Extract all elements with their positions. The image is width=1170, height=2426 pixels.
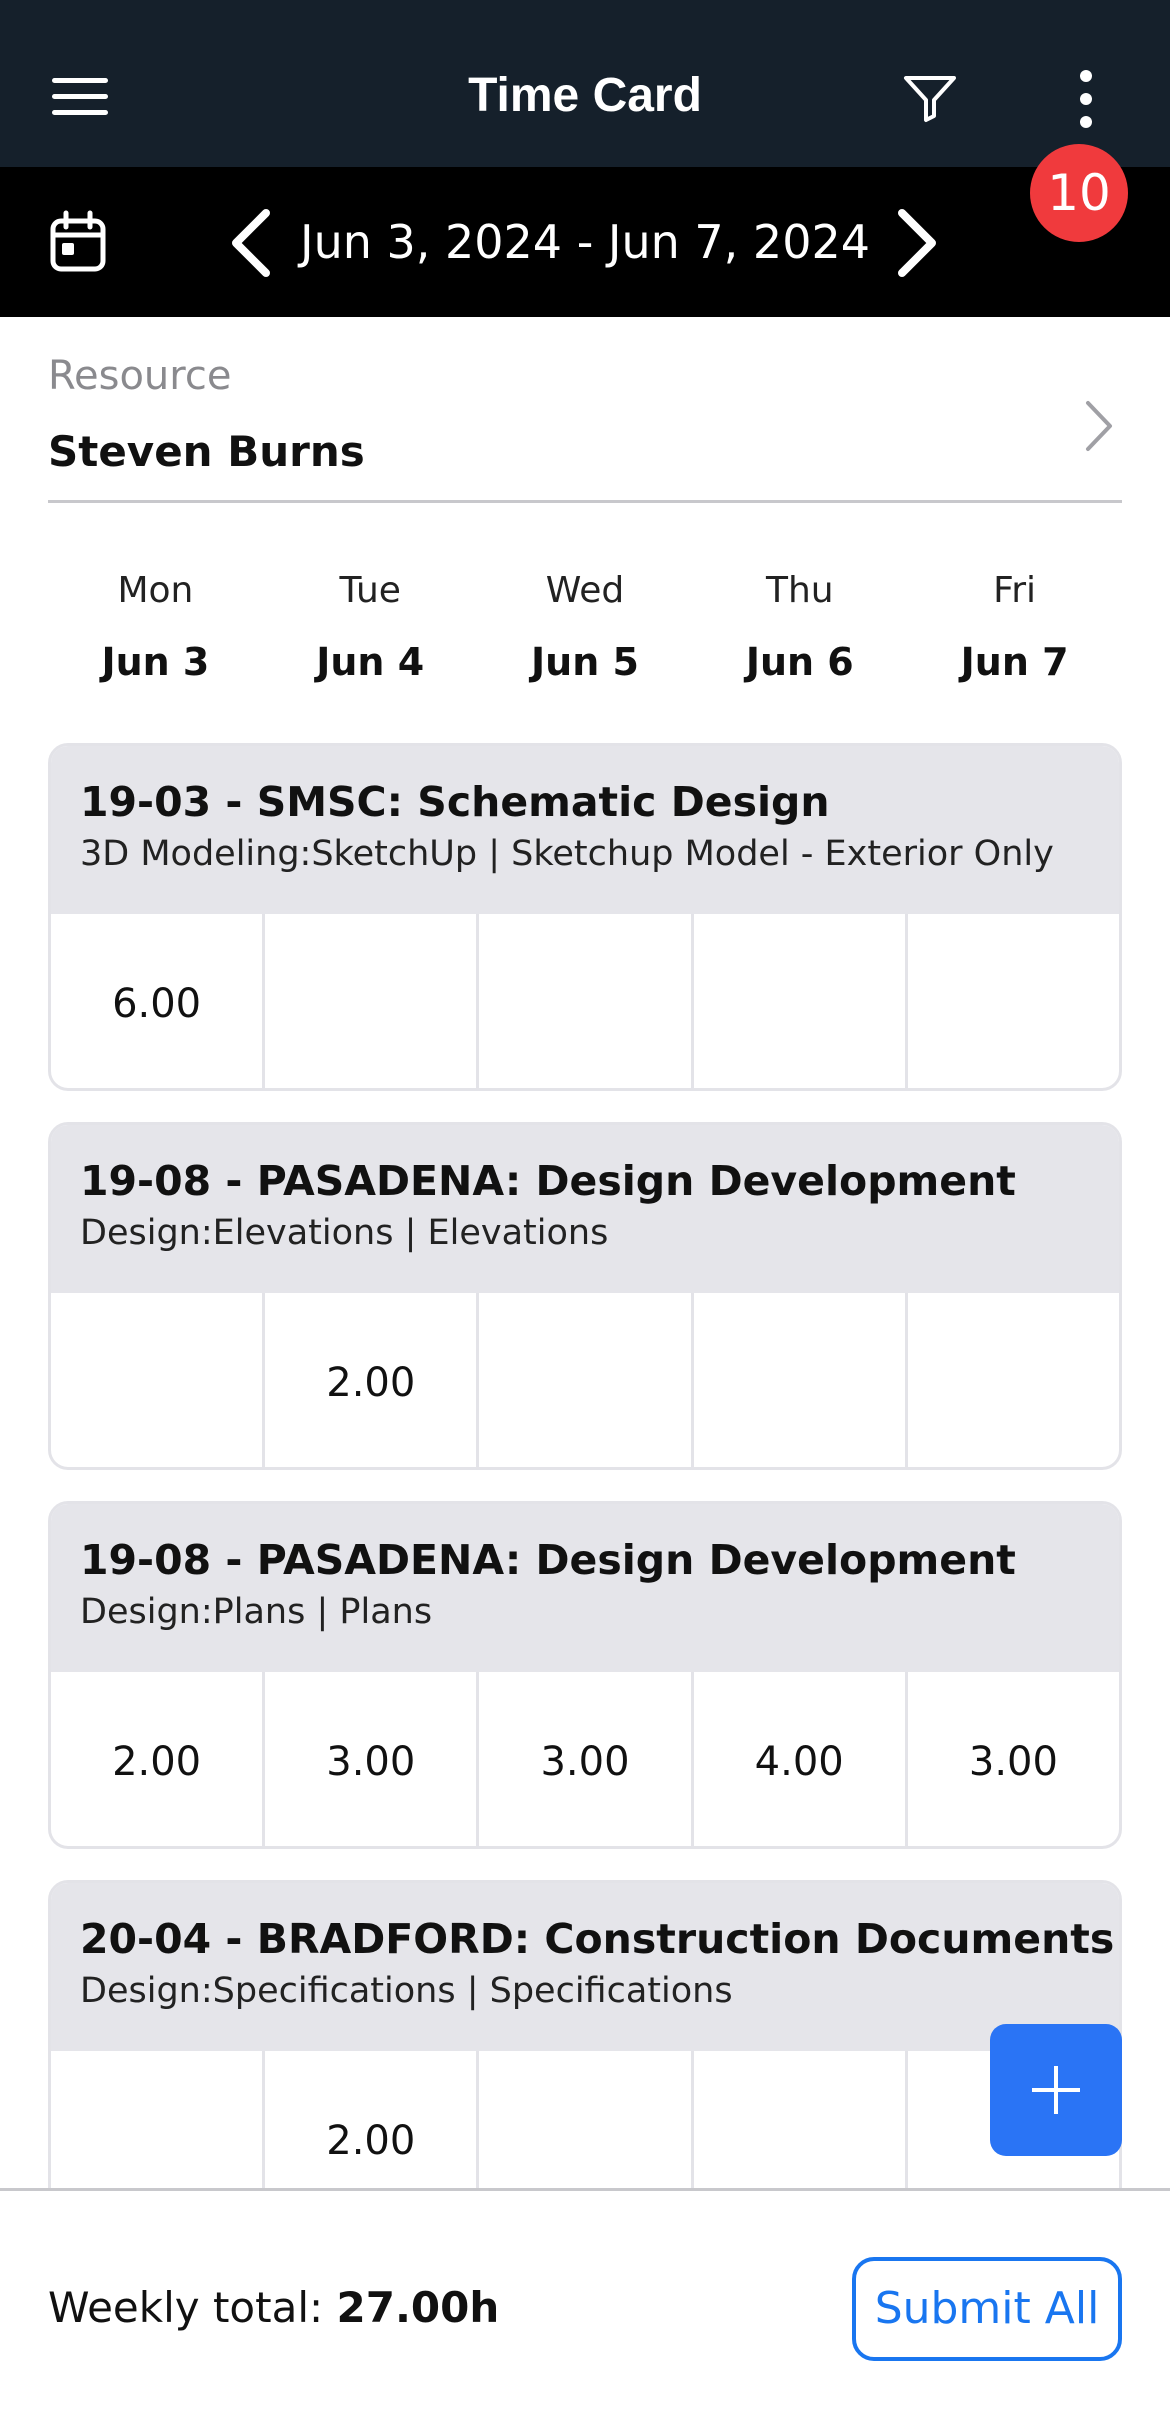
day-column-header xyxy=(692,570,907,700)
more-vertical-icon[interactable] xyxy=(1068,70,1104,128)
weekly-total-label: Weekly total: xyxy=(48,2283,324,2332)
time-entry-header xyxy=(51,746,1119,914)
hours-cell-mon[interactable]: 2.00 xyxy=(51,1672,265,1849)
hours-cell-tue[interactable]: 3.00 xyxy=(265,1672,479,1849)
date-range-label: Jun 3, 2024 - Jun 7, 2024 xyxy=(300,215,870,269)
hours-cell-tue[interactable]: 2.00 xyxy=(265,1293,479,1470)
resource-label: Resource xyxy=(48,353,232,399)
day-name: Tue xyxy=(339,570,401,611)
time-entry-title: 19-03 - SMSC: Schematic Design xyxy=(80,778,830,826)
app-header xyxy=(0,0,1170,167)
time-entry-card[interactable] xyxy=(48,743,1122,1091)
chevron-right-icon xyxy=(1080,397,1116,455)
calendar-icon[interactable] xyxy=(48,209,108,275)
resource-selector[interactable] xyxy=(48,317,1122,503)
submit-all-button[interactable]: Submit All xyxy=(852,2257,1122,2361)
day-name: Thu xyxy=(765,570,834,611)
day-column-header xyxy=(907,570,1122,700)
chevron-left-icon[interactable] xyxy=(222,207,282,279)
day-column-header xyxy=(48,570,263,700)
day-date: Jun 7 xyxy=(960,640,1069,684)
time-entry-card[interactable] xyxy=(48,1880,1122,2188)
hours-row xyxy=(51,1293,1119,1470)
day-name: Wed xyxy=(545,570,625,611)
time-entry-card[interactable] xyxy=(48,1122,1122,1470)
hours-cell-wed[interactable] xyxy=(479,2051,693,2188)
hours-cell-mon[interactable]: 6.00 xyxy=(51,914,265,1091)
time-entry-title: 19-08 - PASADENA: Design Development xyxy=(80,1536,1016,1584)
day-date: Jun 5 xyxy=(531,640,639,684)
day-date: Jun 4 xyxy=(316,640,425,684)
filter-icon[interactable] xyxy=(900,72,960,124)
hours-cell-tue[interactable] xyxy=(265,914,479,1091)
resource-value: Steven Burns xyxy=(48,427,365,476)
hours-cell-thu[interactable] xyxy=(694,914,908,1091)
time-entries-list[interactable] xyxy=(0,720,1170,2188)
time-entry-subtitle: Design:Elevations | Elevations xyxy=(80,1213,609,1253)
time-entry-subtitle: 3D Modeling:SketchUp | Sketchup Model - Exterior Only xyxy=(80,834,1054,874)
day-name: Mon xyxy=(117,570,194,611)
hours-row xyxy=(51,2051,1119,2188)
date-range-bar xyxy=(0,167,1170,317)
hours-cell-fri[interactable] xyxy=(908,1293,1119,1470)
day-column-header xyxy=(263,570,478,700)
time-entry-header xyxy=(51,1883,1119,2051)
time-entry-title: 20-04 - BRADFORD: Construction Documents xyxy=(80,1915,1115,1963)
hours-cell-wed[interactable]: 3.00 xyxy=(479,1672,693,1849)
hours-cell-mon[interactable] xyxy=(51,2051,265,2188)
time-entry-header xyxy=(51,1504,1119,1672)
time-entry-card[interactable] xyxy=(48,1501,1122,1849)
hours-cell-mon[interactable] xyxy=(51,1293,265,1470)
hours-cell-wed[interactable] xyxy=(479,914,693,1091)
hours-cell-fri[interactable] xyxy=(908,914,1119,1091)
weekly-total xyxy=(48,2283,499,2332)
hours-cell-thu[interactable] xyxy=(694,2051,908,2188)
time-entry-subtitle: Design:Specifications | Specifications xyxy=(80,1971,733,2011)
day-date: Jun 6 xyxy=(745,640,854,684)
hours-cell-thu[interactable]: 4.00 xyxy=(694,1672,908,1849)
hours-cell-wed[interactable] xyxy=(479,1293,693,1470)
time-entry-subtitle: Design:Plans | Plans xyxy=(80,1592,433,1632)
chevron-right-icon[interactable] xyxy=(886,207,946,279)
time-entry-title: 19-08 - PASADENA: Design Development xyxy=(80,1157,1016,1205)
day-column-header xyxy=(478,570,693,700)
hours-cell-tue[interactable]: 2.00 xyxy=(265,2051,479,2188)
add-entry-button[interactable] xyxy=(990,2024,1122,2156)
page-title: Time Card xyxy=(468,69,702,122)
footer-bar xyxy=(0,2188,1170,2426)
hours-row xyxy=(51,1672,1119,1849)
day-name: Fri xyxy=(993,570,1037,611)
hours-cell-thu[interactable] xyxy=(694,1293,908,1470)
weekly-total-value: 27.00h xyxy=(336,2283,500,2332)
time-entry-header xyxy=(51,1125,1119,1293)
day-date: Jun 3 xyxy=(101,640,210,684)
notification-badge[interactable]: 10 xyxy=(1030,144,1128,242)
week-days-header xyxy=(48,570,1122,700)
hours-row xyxy=(51,914,1119,1091)
hours-cell-fri[interactable]: 3.00 xyxy=(968,1739,1058,1785)
